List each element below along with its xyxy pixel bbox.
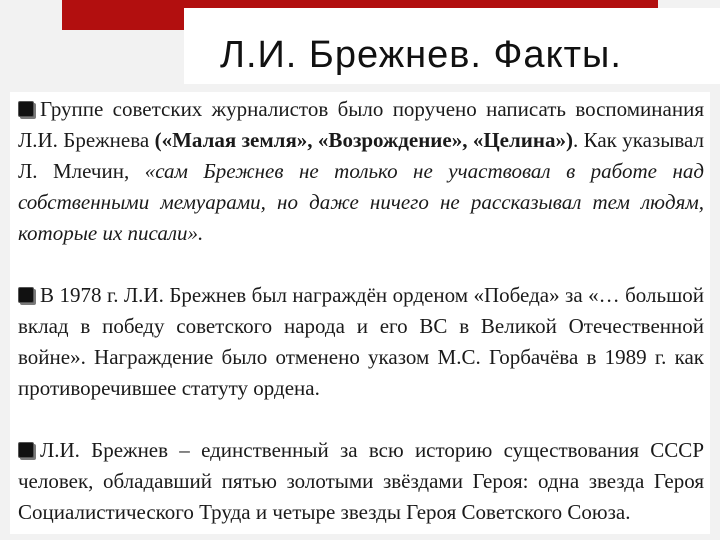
square-bullet-icon bbox=[18, 442, 34, 458]
slide-title: Л.И. Брежнев. Факты. bbox=[220, 34, 622, 76]
paragraph-3-text: Л.И. Брежнев – единственный за всю историю существования СССР человек, обладавший пятью золотыми звёздами Героя: одна звезда Героя Социалистического Труда и четыре звезды Героя Советского Союза. bbox=[18, 438, 704, 524]
paragraph-journalists bbox=[18, 94, 704, 249]
paragraph-hero-stars bbox=[18, 435, 704, 528]
square-bullet-icon bbox=[18, 287, 34, 303]
paragraph-1-quote: «сам Брежнев не только не участвовал в работе над собственными мемуарами, но даже ничего не рассказывал тем людям, которые их писали». bbox=[18, 159, 704, 245]
square-bullet-icon bbox=[18, 101, 34, 117]
paragraph-1-mlechin: . Как указывал Л. Млечин, bbox=[18, 128, 704, 183]
accent-bar-left bbox=[62, 0, 184, 30]
paragraph-order-victory bbox=[18, 280, 704, 404]
paragraph-1-text: Группе советских журналистов было поручено написать воспоминания Л.И. Брежнева bbox=[18, 97, 704, 152]
content-box bbox=[10, 92, 710, 534]
paragraph-1-books: («Малая земля», «Возрождение», «Целина») bbox=[154, 128, 573, 152]
paragraph-2-text: В 1978 г. Л.И. Брежнев был награждён орденом «Победа» за «… большой вклад в победу советского народа и его ВС в Великой Отечественной войне». Награждение было отменено указом М.С. Горбачёва в 1989 г. как противоречившее статуту ордена. bbox=[18, 283, 704, 400]
